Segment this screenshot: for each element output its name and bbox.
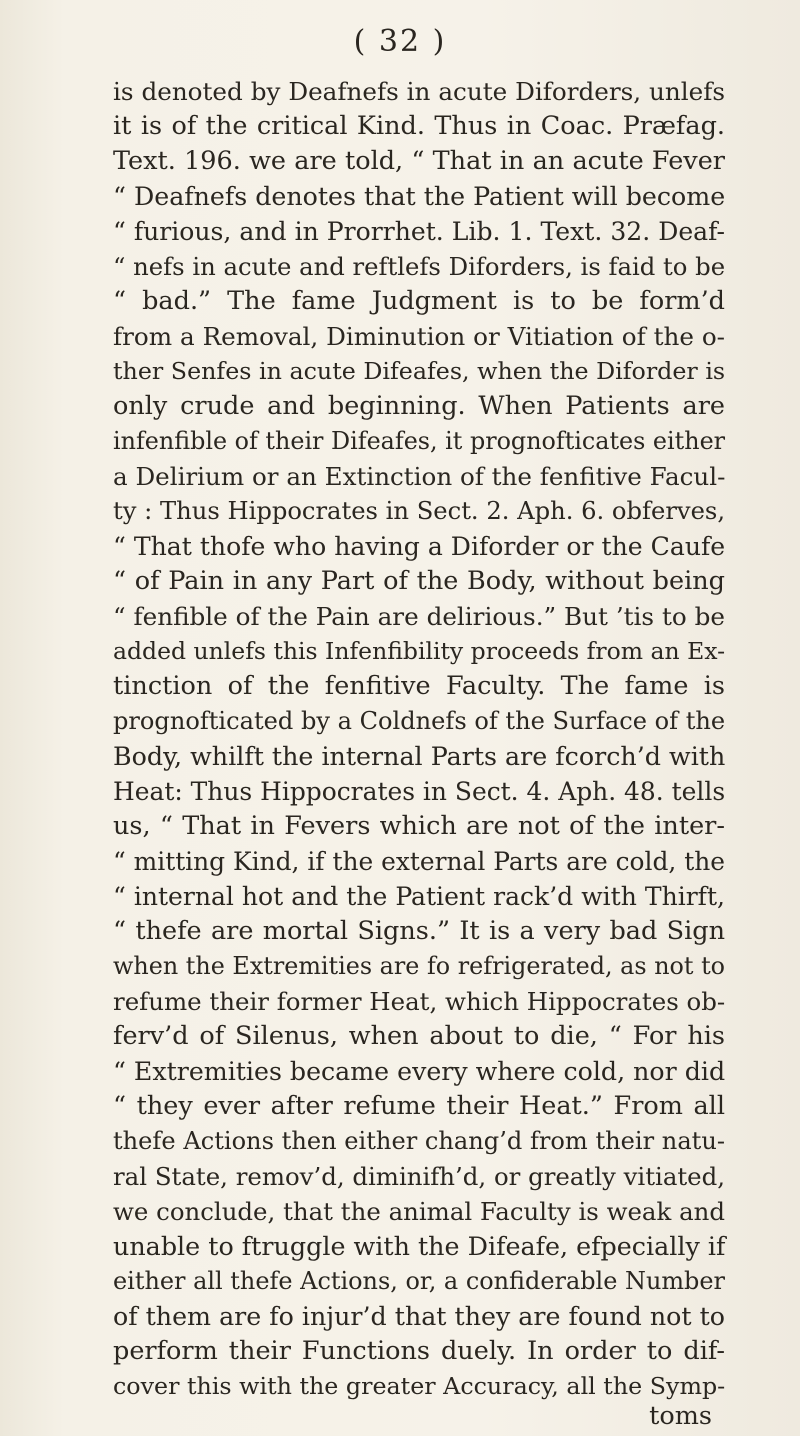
page-number: ( 32 ) <box>353 24 447 59</box>
text-line: tinction of the fenfitive Faculty. The fame is <box>113 671 725 701</box>
text-line: “ Deafnefs denotes that the Patient will become <box>113 182 726 211</box>
text-line: prognofticated by a Coldnefs of the Surface of the <box>113 707 726 735</box>
text-line: ral State, remov’d, diminifh’d, or greatly vitiated, <box>113 1162 725 1191</box>
text-line: unable to ftruggle with the Difeafe, efpecially if <box>113 1231 726 1261</box>
text-line: ther Senfes in acute Difeafes, when the Diforder is <box>113 357 726 385</box>
text-line: “ That thofe who having a Diforder or the Caufe <box>113 532 726 561</box>
text-line: infenfible of their Difeafes, it prognofticates either <box>113 427 726 455</box>
text-line: added unlefs this Infenfibility proceeds from an Ex- <box>113 637 726 665</box>
text-line: Text. 196. we are told, “ That in an acute Fever <box>113 146 725 176</box>
text-line: “ internal hot and the Patient rack’d with Thirft, <box>113 882 725 911</box>
text-line: perform their Functions duely. In order to dif- <box>113 1336 725 1366</box>
text-line: Heat: Thus Hippocrates in Sect. 4. Aph. 48. tells <box>113 777 726 806</box>
text-line: when the Extremities are fo refrigerated, as not to <box>113 952 725 980</box>
text-line: of them are fo injur’d that they are found not to <box>113 1302 725 1331</box>
text-line: only crude and beginning. When Patients are <box>113 391 725 421</box>
text-line: Body, whilft the internal Parts are fcorch’d with <box>113 741 726 771</box>
text-line: a Delirium or an Extinction of the fenfitive Facul- <box>113 462 726 491</box>
text-line: us, “ That in Fevers which are not of the inter- <box>113 811 725 841</box>
catchword: toms <box>649 1401 712 1431</box>
text-line: either all thefe Actions, or, a confiderable Number <box>113 1267 725 1295</box>
text-line: “ furious, and in Prorrhet. Lib. 1. Text. 32. Deaf- <box>113 217 725 246</box>
text-line: “ mitting Kind, if the external Parts are cold, the <box>113 847 725 876</box>
text-line: ferv’d of Silenus, when about to die, “ For his <box>113 1021 725 1051</box>
text-line: “ of Pain in any Part of the Body, without being <box>113 566 725 596</box>
text-line: it is of the critical Kind. Thus in Coac. Præfag. <box>113 111 725 141</box>
text-line: is denoted by Deafnefs in acute Diforders, unlefs <box>113 77 725 106</box>
text-line: “ nefs in acute and reftlefs Diforders, is faid to be <box>113 252 726 281</box>
text-line: from a Removal, Diminution or Vitiation of the o- <box>113 322 725 351</box>
text-line: ty : Thus Hippocrates in Sect. 2. Aph. 6. obferves, <box>113 497 726 525</box>
text-line: we conclude, that the animal Faculty is weak and <box>113 1197 725 1226</box>
text-line: “ they ever after refume their Heat.” From all <box>113 1091 725 1121</box>
text-line: “ thefe are mortal Signs.” It is a very bad Sign <box>113 916 725 946</box>
text-line: “ fenfible of the Pain are delirious.” But ’tis to be <box>113 602 725 631</box>
text-line: cover this with the greater Accuracy, all the Symp- <box>113 1372 726 1400</box>
body-text <box>113 74 725 1404</box>
text-line: thefe Actions then either chang’d from their natu- <box>113 1127 725 1155</box>
text-line: “ bad.” The fame Judgment is to be form’d <box>113 286 725 316</box>
text-line: refume their former Heat, which Hippocrates ob- <box>113 987 726 1016</box>
text-line: “ Extremities became every where cold, nor did <box>113 1057 726 1086</box>
